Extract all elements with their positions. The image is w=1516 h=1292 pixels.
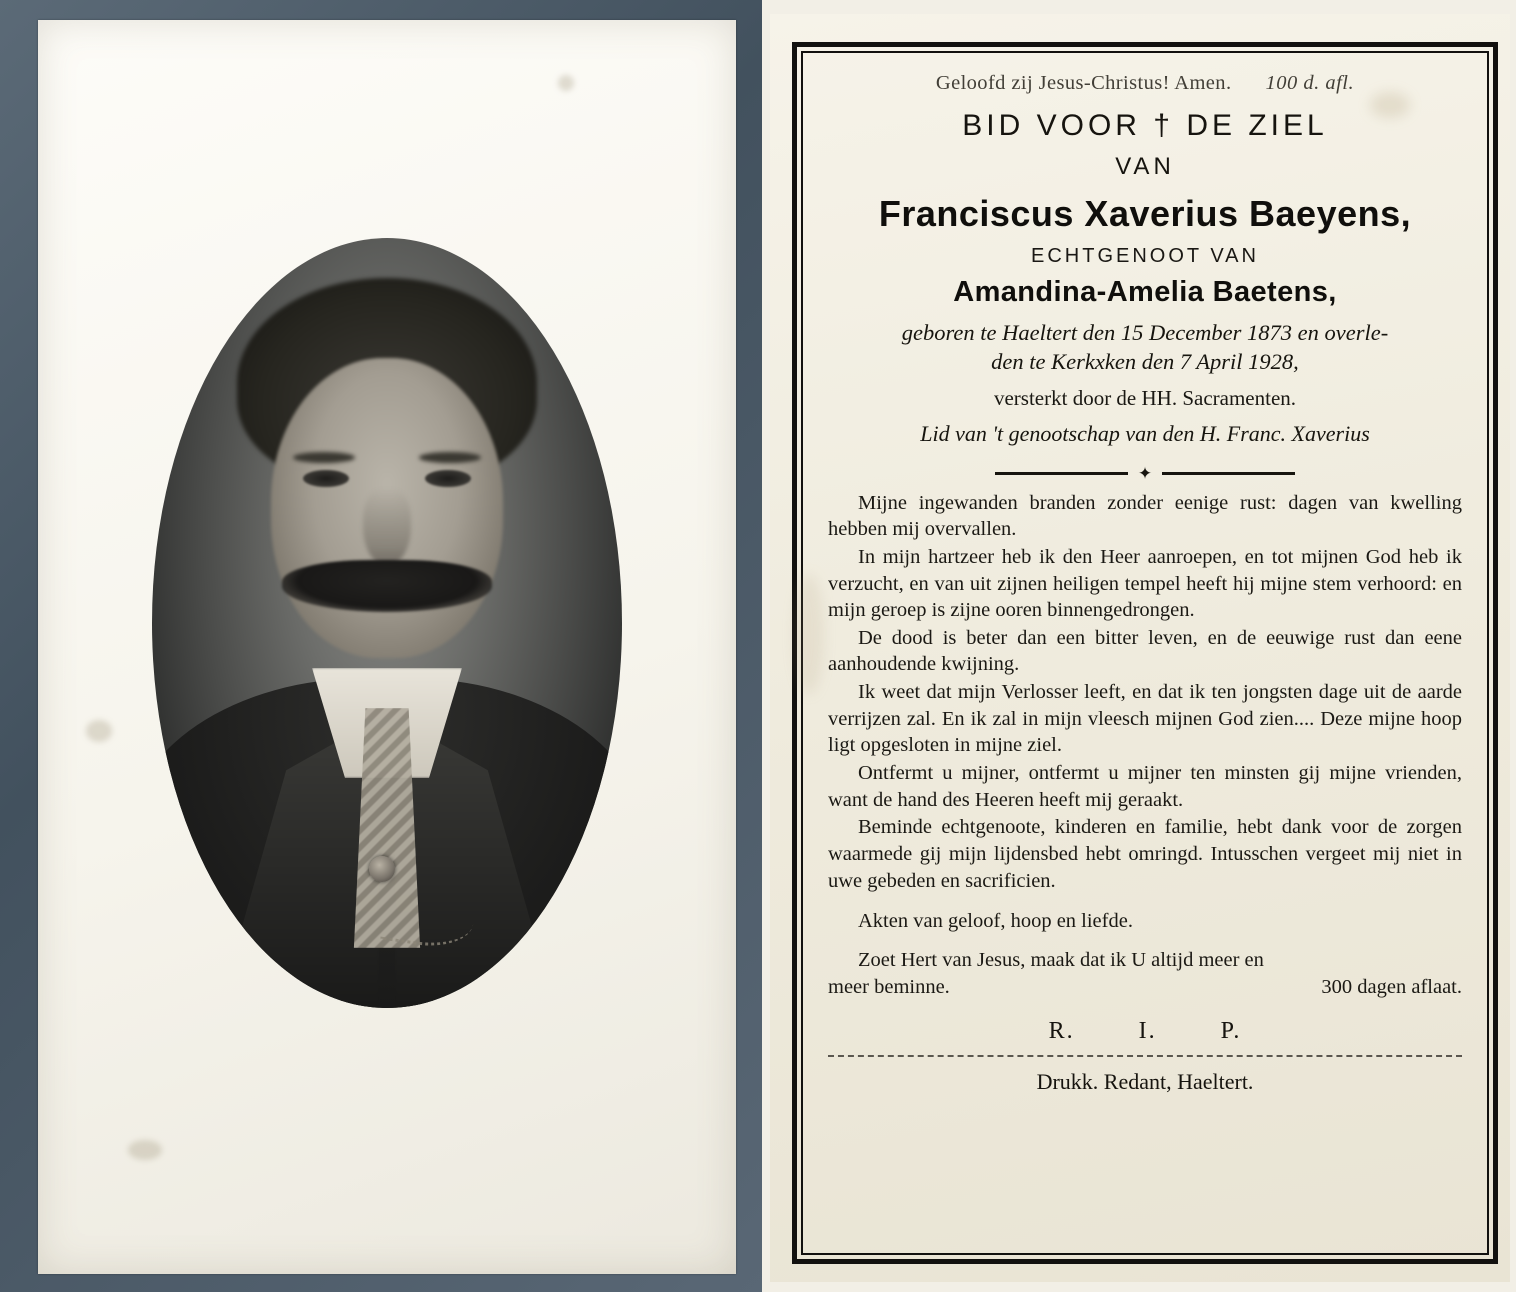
star-icon: ✦ xyxy=(1137,463,1153,483)
printer-divider xyxy=(828,1055,1462,1057)
portrait-jacket-button xyxy=(369,856,395,882)
paper-stain-1 xyxy=(558,75,574,91)
spouse-label: ECHTGENOOT VAN xyxy=(1031,245,1259,267)
prayer-line-2-row xyxy=(828,974,1462,1001)
invocation-line xyxy=(828,72,1462,95)
pray-for-heading: BID VOOR † DE ZIEL xyxy=(962,109,1328,142)
scripture-body xyxy=(828,490,1462,895)
paragraph: In mijn hartzeer heb ik den Heer aanroepen, en tot mijnen God heb ik verzucht, en van uit zijnen heiligen tempel heeft hij mijne stem verhoord: en mijn geroep is zijne ooren binnengedrongen. xyxy=(828,545,1462,622)
rip-line xyxy=(828,1018,1462,1045)
photo-paper xyxy=(38,20,736,1274)
birth-death-line-2: den te Kerkxken den 7 April 1928, xyxy=(991,348,1299,374)
divider-bar-left xyxy=(995,472,1128,475)
society-line: Lid van 't genootschap van den H. Franc. Xaverius xyxy=(920,420,1370,446)
portrait-nose xyxy=(363,488,411,566)
prayer-indulgence: 300 dagen aflaat. xyxy=(1321,975,1462,998)
closing-prayer xyxy=(828,947,1462,1000)
invocation-text: Geloofd zij Jesus-Christus! Amen. xyxy=(935,72,1232,94)
rip-i: I. xyxy=(1138,1018,1157,1045)
prayer-line-2: meer beminne. xyxy=(828,975,950,998)
portrait-eyebrow-left xyxy=(293,452,355,463)
paragraph: Ik weet dat mijn Verlosser leeft, en dat ik ten jongsten dage uit de aarde verrijzen zal. En ik zal in mijn vleesch mijnen God zien.... Deze mijne hoop ligt opgesloten in mijne ziel. xyxy=(828,681,1462,757)
portrait-eyebrow-right xyxy=(419,452,481,463)
printer-credit: Drukk. Redant, Haeltert. xyxy=(1036,1069,1254,1095)
ornamental-divider xyxy=(995,465,1295,482)
birth-death-line-1: geboren te Haeltert den 15 December 1873 en overle- xyxy=(901,320,1389,345)
divider-bar-right xyxy=(1162,472,1295,475)
acts-line: Akten van geloof, hoop en liefde. xyxy=(858,910,1133,933)
spouse-name: Amandina-Amelia Baetens, xyxy=(953,276,1337,308)
portrait-moustache xyxy=(282,560,492,612)
paper-stain-2 xyxy=(86,720,112,742)
indulgence-note: 100 d. afl. xyxy=(1265,72,1355,94)
prayer-line-1: Zoet Hert van Jesus, maak dat ik U altijd meer en xyxy=(858,949,1264,972)
paragraph: De dood is beter dan een bitter leven, en de eeuwige rust dan eene aanhoudende kwijning. xyxy=(828,626,1462,676)
rip-r: R. xyxy=(1048,1018,1075,1045)
deceased-name: Franciscus Xaverius Baeyens, xyxy=(878,193,1412,234)
rip-p: P. xyxy=(1220,1018,1242,1045)
paper-stain-3 xyxy=(128,1140,162,1160)
paragraph: Ontfermt u mijner, ontfermt u mijner ten minsten gij mijne vrienden, want de hand des Heeren heeft mij geraakt. xyxy=(828,762,1462,811)
sacraments-line: versterkt door de HH. Sacramenten. xyxy=(993,385,1297,410)
life-dates xyxy=(828,319,1462,377)
portrait-eye-right xyxy=(425,470,471,487)
memorial-text-card xyxy=(770,14,1510,1282)
paragraph: Mijne ingewanden branden zonder eenige rust: dagen van kwelling hebben mij overvallen. xyxy=(828,491,1462,541)
van-label: VAN xyxy=(1115,153,1175,180)
portrait-eye-left xyxy=(303,470,349,487)
paragraph: Beminde echtgenoote, kinderen en familie, hebt dank voor de zorgen waarmede gij mijn lijdensbed hebt omringd. Intusschen vergeet mij niet in uwe gebeden en sacrificien. xyxy=(828,816,1462,892)
memorial-content xyxy=(810,60,1480,1246)
portrait-photograph xyxy=(152,238,622,1008)
